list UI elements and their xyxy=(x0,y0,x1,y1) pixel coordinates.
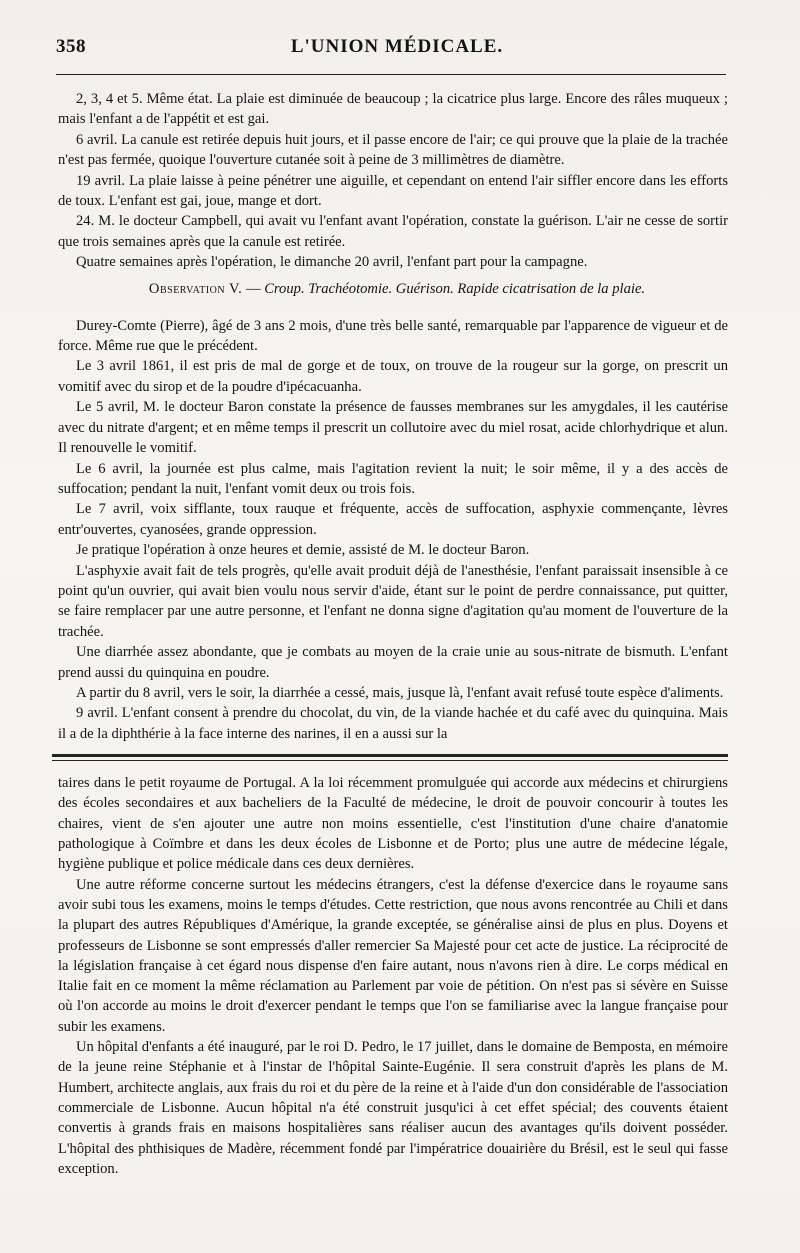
paragraph: Le 7 avril, voix sifflante, toux rauque et fréquente, accès de suffocation, asphyxie commençante, lèvres entr'ouvertes, cyanosées, grande oppression. xyxy=(58,501,728,538)
paragraph: Durey-Comte (Pierre), âgé de 3 ans 2 mois, d'une très belle santé, remarquable par l'apparence de vigueur et de force. Même rue que le précédent. xyxy=(58,317,728,355)
heading-dash: — xyxy=(242,280,265,297)
paragraph: 19 avril. La plaie laisse à peine pénétrer une aiguille, et cependant on entend l'air siffler encore dans les efforts de toux. L'enfant est gai, joue, mange et dort. xyxy=(58,172,728,210)
paragraph: Le 3 avril 1861, il est pris de mal de gorge et de toux, on trouve de la rougeur sur la gorge, on prescrit un vomitif avec du sirop et de la poudre d'ipécacuanha. xyxy=(58,358,728,395)
paragraph: Quatre semaines après l'opération, le dimanche 20 avril, l'enfant part pour la campagne. xyxy=(76,254,588,271)
paragraph: Une autre réforme concerne surtout les médecins étrangers, c'est la défense d'exercice dans le royaume sans avoir subi tous les examens, moins le temps d'études. Cette restriction, que nous avons rencontrée au Chili et dans la plupart des autres Républiques d'Amérique, la grande exceptée, se généralise ainsi de plus en plus. Doyens et professeurs de Lisbonne se sont empressés d'aller remercier Sa Majesté pour cet acte de justice. La réciprocité de la législation française à cet égard nous dispense d'en faire autant, nous n'avons rien à dire. Le corps médical en Italie fait en ce moment la même réclamation au Parlement par voie de pétition. On n'est pas si sévère en Suisse où l'on accorde au moins le droit d'exercer pendant le temps que l'on se familiarise avec la langue française pour subir les examens. xyxy=(58,876,728,1035)
observation-iv-continuation xyxy=(58,89,728,273)
paragraph: Une diarrhée assez abondante, que je combats au moyen de la craie unie au sous-nitrate de bismuth. L'enfant prend aussi du quinquina en poudre. xyxy=(58,644,728,681)
page-number: 358 xyxy=(56,36,86,57)
header-rule xyxy=(56,74,726,75)
paragraph: taires dans le petit royaume de Portugal. A la loi récemment promulguée qui accorde aux médecins et chirurgiens des écoles secondaires et aux bacheliers de la Faculté de médecine, le droit de pouvoir concourir à toutes les chaires, vient de s'en ajouter une autre non moins essentielle, c'est l'institution d'une chaire d'anatomie pathologique à Coïmbre et dans les deux écoles de Lisbonne et de Porto; plus une autre de médecine légale, hygiène publique et police médicale dans ces deux dernières. xyxy=(58,775,728,873)
observation-label: Observation V. xyxy=(148,280,243,297)
paragraph: A partir du 8 avril, vers le soir, la diarrhée a cessé, mais, jusque là, l'enfant avait refusé toute espèce d'aliments. xyxy=(76,684,724,701)
observation-subtitle: Croup. Trachéotomie. Guérison. Rapide cicatrisation de la plaie. xyxy=(264,280,646,297)
section-divider xyxy=(52,754,728,761)
paragraph: 6 avril. La canule est retirée depuis huit jours, et il passe encore de l'air; ce qui prouve que la plaie de la trachée n'est pas fermée, quoique l'ouverture cutanée soit à peine de 3 millimètres de diamètre. xyxy=(58,131,728,169)
paragraph: Je pratique l'opération à onze heures et demie, assisté de M. le docteur Baron. xyxy=(76,542,530,559)
paragraph: 24. M. le docteur Campbell, qui avait vu l'enfant avant l'opération, constate la guérison. L'air ne cesse de sortir que trois semaines après que la canule est retirée. xyxy=(58,213,728,250)
paragraph: Un hôpital d'enfants a été inauguré, par le roi D. Pedro, le 17 juillet, dans le domaine de Bemposta, en mémoire de la jeune reine Stéphanie et à l'instar de l'hôpital Sainte-Eugénie. Il sera construit d'après les plans de M. Humbert, architecte anglais, aux frais du roi et du père de la reine et à l'aide d'un don considérable de l'association commerciale de Lisbonne. Aucun hôpital n'a été construit jusqu'ici à cet effet spécial; des couvents étaient convertis à grands frais en maisons hospitalières sans réaliser aucun des avantages qu'ils doivent posséder. L'hôpital des phthisiques de Madère, récemment fondé par l'impératrice douairière du Brésil, est le seul qui fasse exception. xyxy=(58,1039,728,1177)
observation-v-body xyxy=(58,316,728,745)
feuilleton-section xyxy=(58,773,728,1179)
observation-heading xyxy=(56,281,738,298)
paragraph: L'asphyxie avait fait de tels progrès, qu'elle avait produit déjà de l'anesthésie, l'enfant paraissait insensible à ce point qu'un ouvrier, qui avait bien voulu nous servir d'aide, étant sur le point de perdre connaissance, put quitter, se faire remplacer par une autre personne, et l'enfant ne donna signe d'agitation qu'au moment de l'ouverture de la trachée. xyxy=(58,562,728,640)
paragraph: 9 avril. L'enfant consent à prendre du chocolat, du vin, de la viande hachée et du café avec du quinquina. Mais il a de la diphthérie à la face interne des narines, il en a aussi sur la xyxy=(58,705,728,742)
paragraph: 2, 3, 4 et 5. Même état. La plaie est diminuée de beaucoup ; la cicatrice plus large. Encore des râles muqueux ; mais l'enfant a de l'appétit et est gai. xyxy=(58,91,728,128)
running-title: L'UNION MÉDICALE. xyxy=(290,36,504,57)
paragraph: Le 6 avril, la journée est plus calme, mais l'agitation revient la nuit; le soir même, il y a des accès de suffocation; pendant la nuit, l'enfant vomit deux ou trois fois. xyxy=(58,460,728,497)
paragraph: Le 5 avril, M. le docteur Baron constate la présence de fausses membranes sur les amygdales, il les cautérise avec du nitrate d'argent; et en même temps il prescrit un collutoire avec du miel rosat, acide chlorhydrique et alun. Il renouvelle le vomitif. xyxy=(58,399,728,457)
page-header xyxy=(56,36,738,70)
